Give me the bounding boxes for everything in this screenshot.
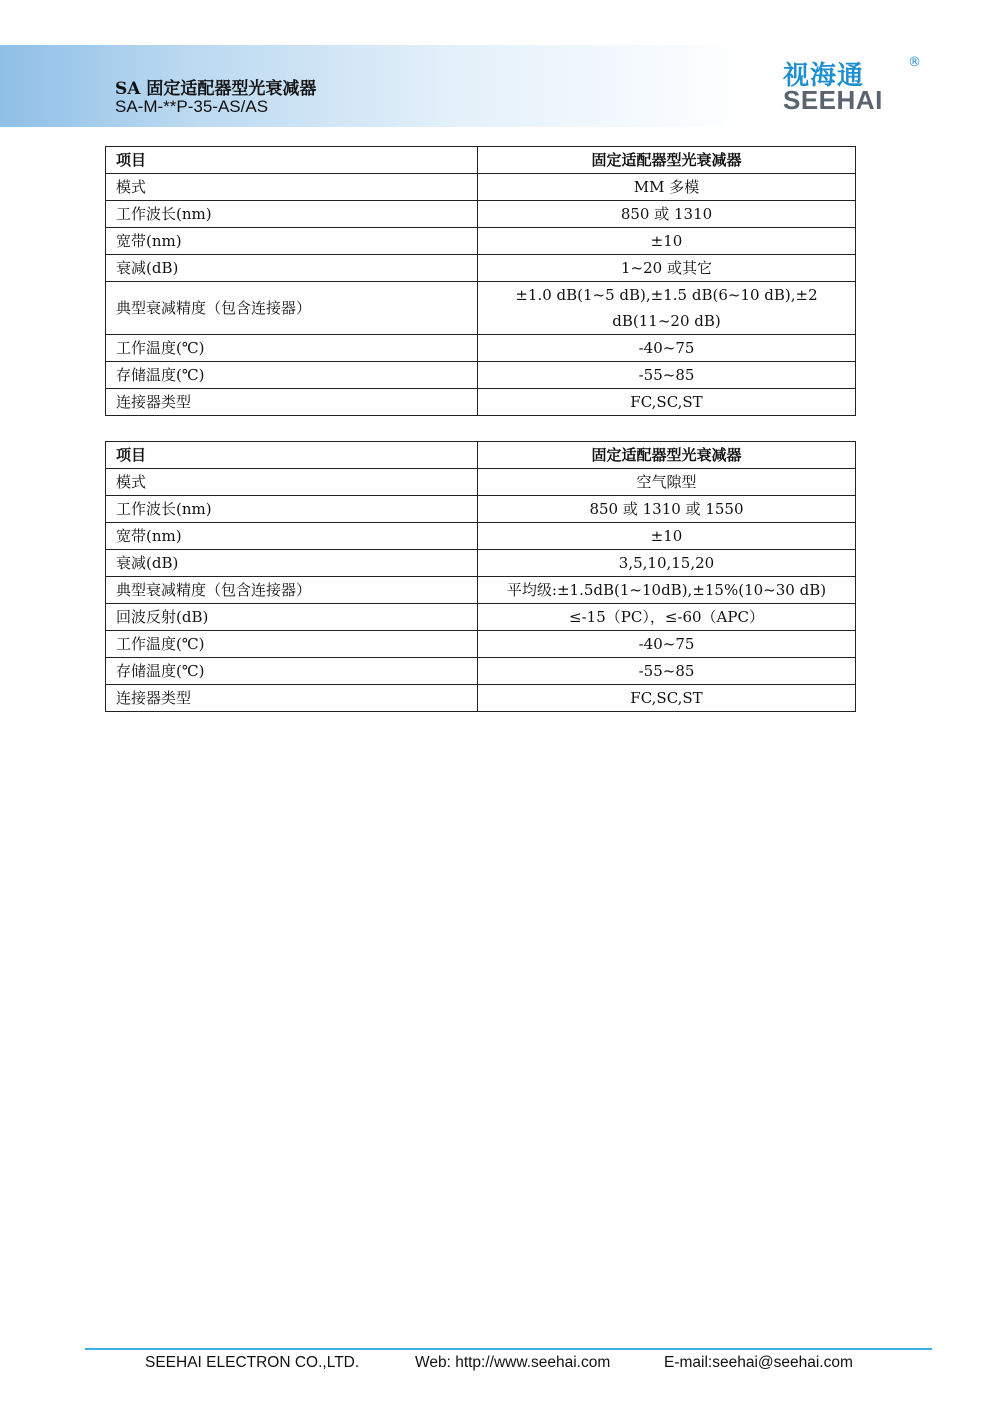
row-key: 连接器类型: [106, 389, 478, 416]
header-item: 项目: [106, 147, 478, 174]
footer-divider: [85, 1348, 932, 1350]
page-title: SA 固定适配器型光衰减器: [115, 79, 317, 99]
row-key: 宽带(nm): [106, 523, 478, 550]
row-key: 衰减(dB): [106, 255, 478, 282]
row-key: 工作温度(℃): [106, 335, 478, 362]
row-key: 存储温度(℃): [106, 362, 478, 389]
table-row: [106, 496, 856, 523]
row-value: 平均级:±1.5dB(1~10dB),±15%(10~30 dB): [478, 577, 856, 604]
table-row: [106, 255, 856, 282]
row-key: 工作温度(℃): [106, 631, 478, 658]
row-value: MM 多模: [478, 174, 856, 201]
row-value: FC,SC,ST: [478, 389, 856, 416]
logo-english-text: SEEHAI: [783, 85, 883, 115]
header-product: 固定适配器型光衰减器: [478, 442, 856, 469]
header-item: 项目: [106, 442, 478, 469]
row-value-multiline: [478, 282, 856, 335]
table-row: [106, 469, 856, 496]
table-row: [106, 335, 856, 362]
table-row: [106, 201, 856, 228]
row-key: 模式: [106, 174, 478, 201]
row-value: ±10: [478, 228, 856, 255]
row-value: -55~85: [478, 658, 856, 685]
row-value: -40~75: [478, 335, 856, 362]
registered-mark: ®: [908, 55, 921, 70]
table-row: [106, 389, 856, 416]
table-header-row: [106, 147, 856, 174]
row-value: 3,5,10,15,20: [478, 550, 856, 577]
table-row: [106, 362, 856, 389]
table-row: [106, 282, 856, 335]
table-row: [106, 577, 856, 604]
logo-chinese-text: 视海通: [783, 61, 865, 91]
table-row: [106, 174, 856, 201]
spec-table-2: [105, 441, 856, 712]
row-key: 工作波长(nm): [106, 201, 478, 228]
table-row: [106, 228, 856, 255]
row-value-line-2: dB(11~20 dB): [612, 312, 721, 330]
footer-web-link[interactable]: Web: http://www.seehai.com: [415, 1354, 611, 1371]
footer-company: SEEHAI ELECTRON CO.,LTD.: [145, 1354, 360, 1371]
row-value: 1~20 或其它: [478, 255, 856, 282]
row-key: 存储温度(℃): [106, 658, 478, 685]
row-value: ±10: [478, 523, 856, 550]
header-product: 固定适配器型光衰减器: [478, 147, 856, 174]
row-key: 典型衰减精度（包含连接器）: [106, 577, 478, 604]
spec-table-1: [105, 146, 856, 416]
table-row: [106, 658, 856, 685]
table-row: [106, 631, 856, 658]
row-key: 回波反射(dB): [106, 604, 478, 631]
table-row: [106, 550, 856, 577]
row-value: FC,SC,ST: [478, 685, 856, 712]
footer-email-link[interactable]: E-mail:seehai@seehai.com: [664, 1354, 853, 1371]
row-value: 空气隙型: [478, 469, 856, 496]
row-value-line-1: ±1.0 dB(1~5 dB),±1.5 dB(6~10 dB),±2: [515, 286, 818, 304]
row-value: -40~75: [478, 631, 856, 658]
table-header-row: [106, 442, 856, 469]
row-key: 模式: [106, 469, 478, 496]
row-value: -55~85: [478, 362, 856, 389]
table-row: [106, 685, 856, 712]
model-number: SA-M-**P-35-AS/AS: [115, 97, 269, 116]
row-value: 850 或 1310 或 1550: [478, 496, 856, 523]
table-row: [106, 604, 856, 631]
seehai-logo: [783, 55, 923, 117]
row-key: 工作波长(nm): [106, 496, 478, 523]
row-value: 850 或 1310: [478, 201, 856, 228]
row-value: ≤-15（PC），≤-60（APC）: [478, 604, 856, 631]
row-key: 衰减(dB): [106, 550, 478, 577]
row-key: 连接器类型: [106, 685, 478, 712]
table-row: [106, 523, 856, 550]
row-key: 典型衰减精度（包含连接器）: [106, 282, 478, 335]
row-key: 宽带(nm): [106, 228, 478, 255]
